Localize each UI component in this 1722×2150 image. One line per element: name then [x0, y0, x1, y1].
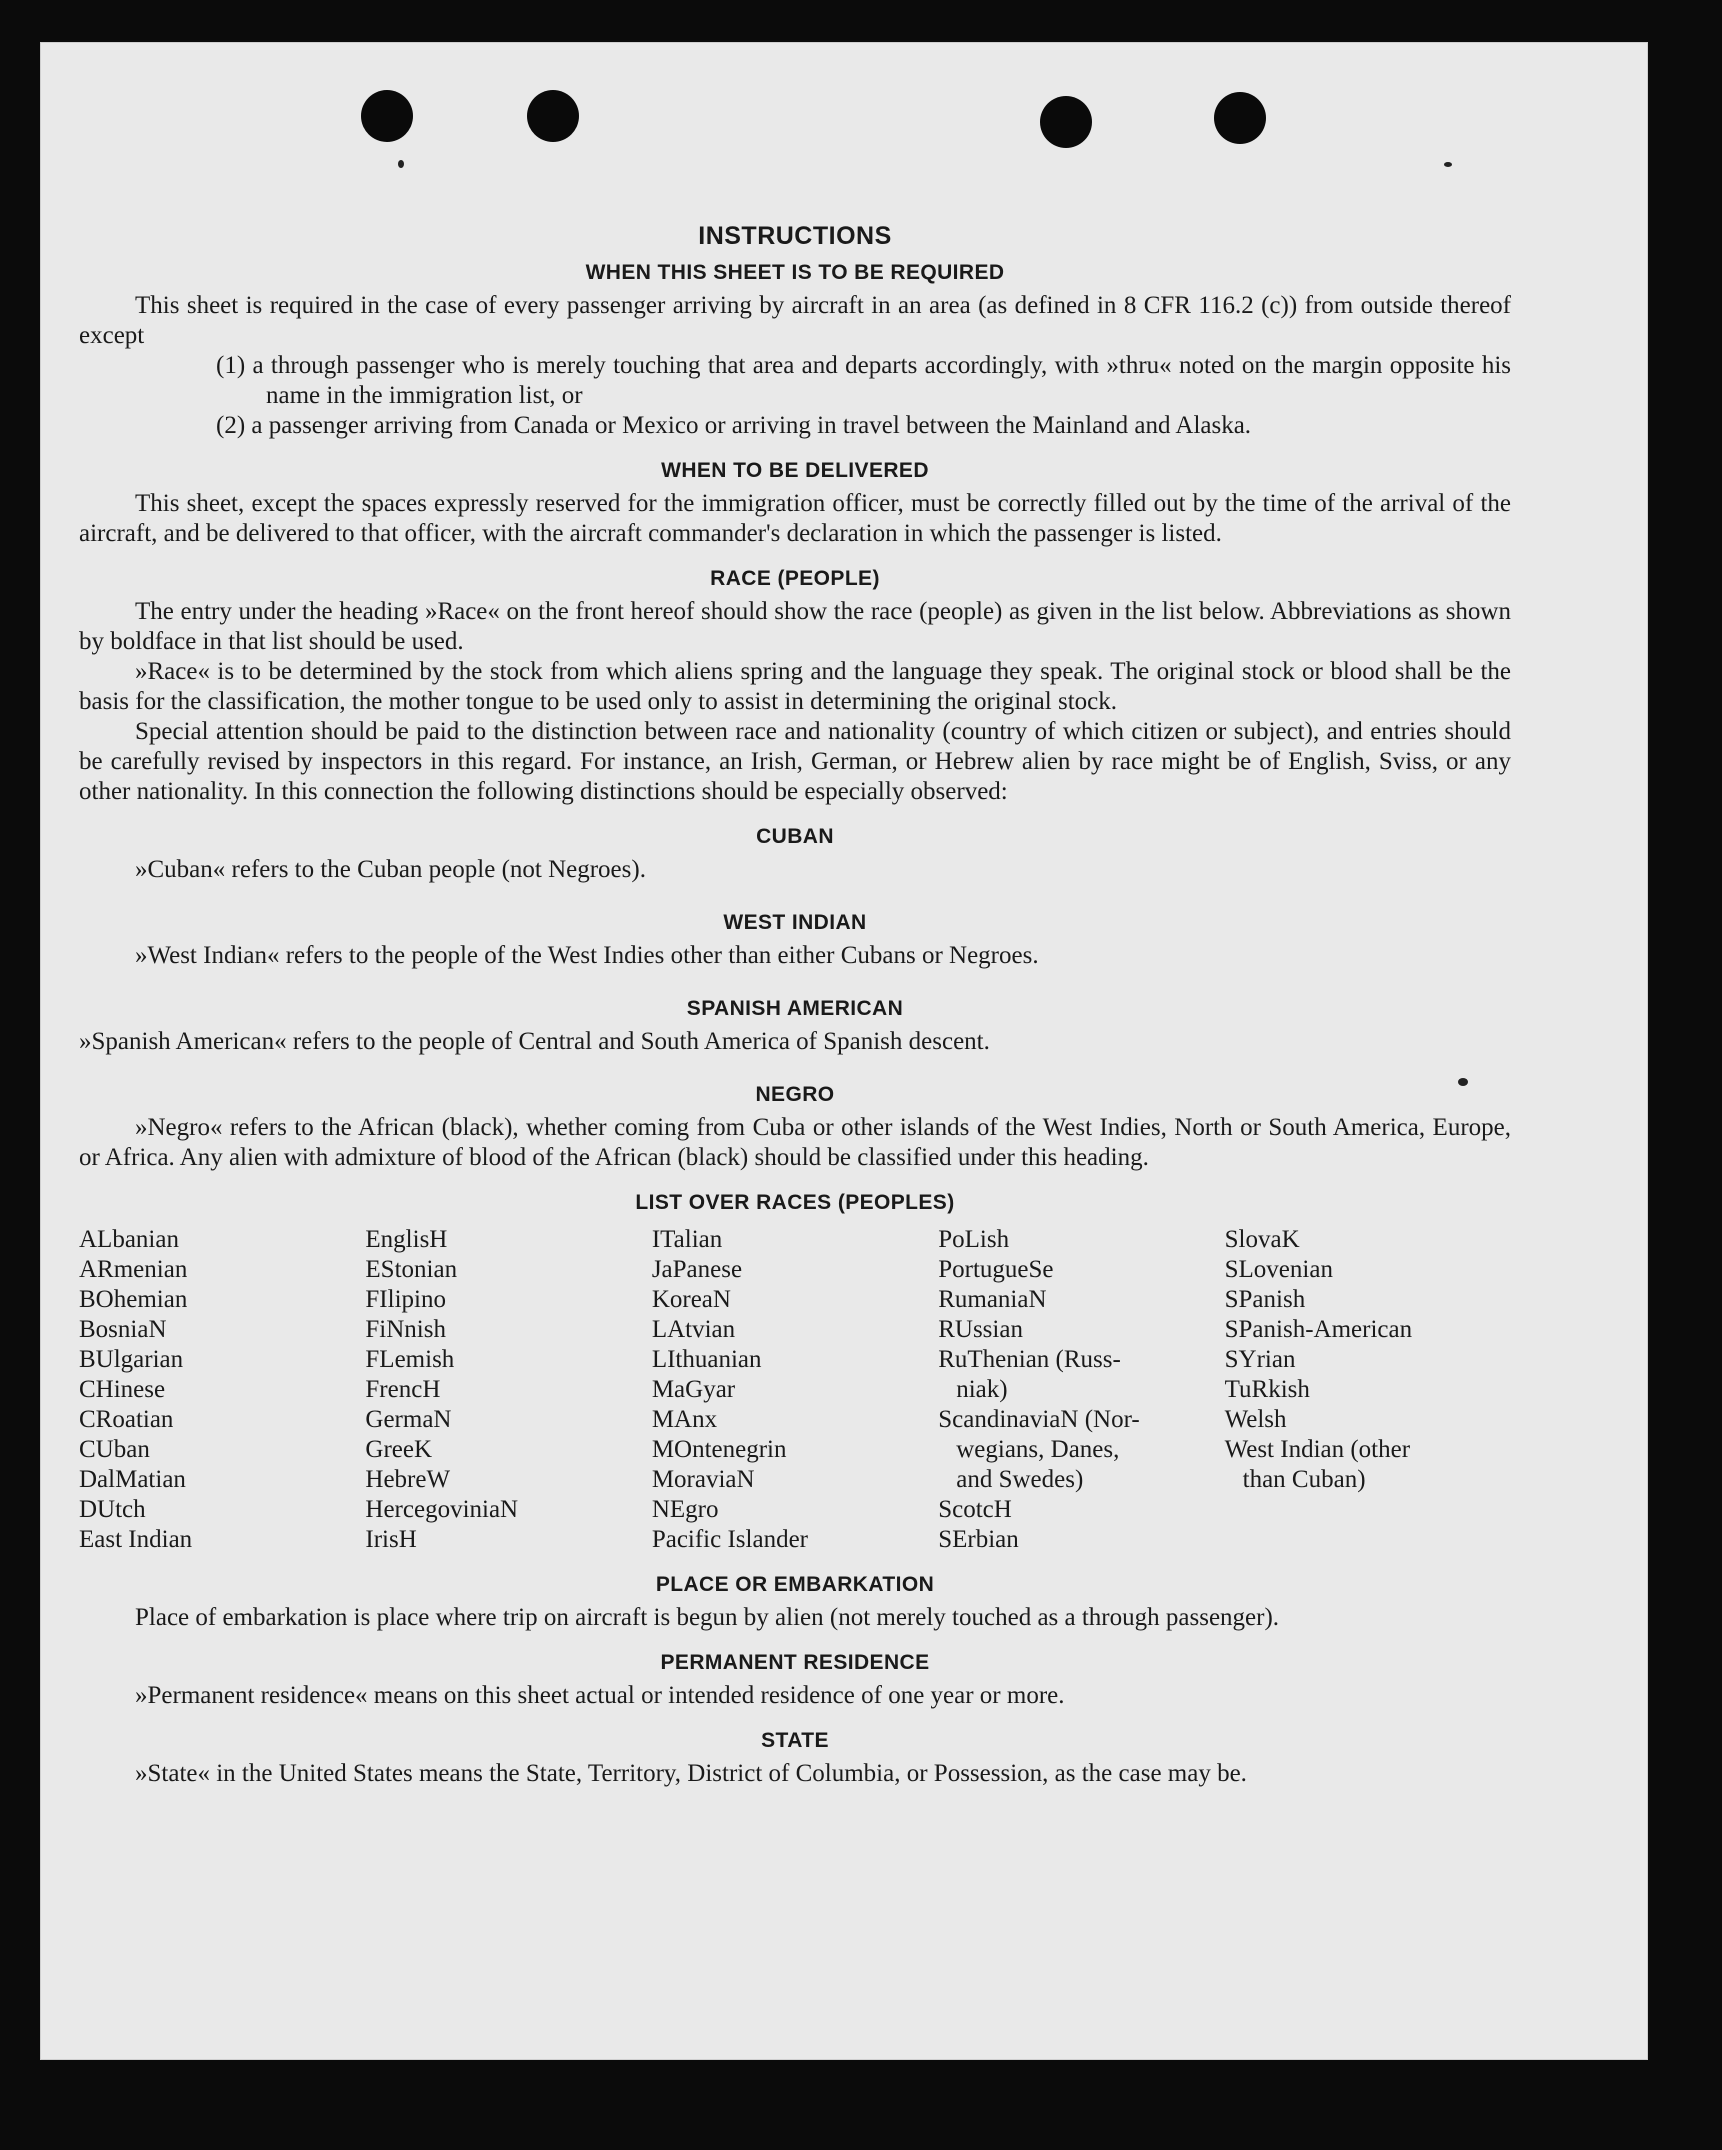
race-item: TuRkish: [1224, 1376, 1310, 1403]
race-item: CUban: [79, 1436, 150, 1463]
race-item: GreeK: [365, 1436, 433, 1463]
race-item: GermaN: [365, 1406, 452, 1433]
race-item: ARmenian: [79, 1256, 188, 1283]
race-item: RUssian: [938, 1316, 1023, 1343]
when-delivered-text: This sheet, except the spaces expressly reserved for the immigration officer, must be correctly filled out by the time of the arrival of the aircraft, and be delivered to that officer, with the aircraft commander's declaration in which the passenger is listed.: [79, 490, 1511, 547]
spanish-american-text: »Spanish American« refers to the people of Central and South America of Spanish descent.: [79, 1028, 990, 1055]
race-item: SErbian: [938, 1526, 1019, 1553]
section-heading-race: RACE (PEOPLE): [710, 567, 880, 590]
section-heading-embarkation: PLACE OR EMBARKATION: [655, 1573, 935, 1596]
race-item-continued: than Cuban): [1242, 1466, 1366, 1493]
race-item: MAnx: [651, 1406, 718, 1433]
race-item: SlovaK: [1224, 1226, 1300, 1253]
exception-item-2: (2) a passenger arriving from Canada or Mexico or arriving in travel between the Mainland and Alaska.: [216, 412, 1252, 439]
race-item: DalMatian: [79, 1466, 186, 1493]
race-list-column-3: [652, 1225, 938, 1555]
race-item: FIlipino: [365, 1286, 446, 1313]
state-text: »State« in the United States means the State, Territory, District of Columbia, or Possession, as the case may be.: [135, 1760, 1247, 1787]
race-item-continued: and Swedes): [956, 1466, 1084, 1493]
race-item: MaGyar: [651, 1376, 736, 1403]
west-indian-text: »West Indian« refers to the people of the West Indies other than either Cubans or Negroes.: [135, 942, 1039, 969]
race-list-column-5: [1225, 1225, 1511, 1555]
race-item: SLovenian: [1224, 1256, 1333, 1283]
race-item: PortugueSe: [938, 1256, 1054, 1283]
instructions-content: [79, 182, 1511, 1789]
race-item: BUlgarian: [79, 1346, 184, 1373]
race-item: KoreaN: [651, 1286, 731, 1313]
race-item: DUtch: [79, 1496, 146, 1523]
race-item: ScotcH: [938, 1496, 1012, 1523]
race-item: East Indian: [79, 1526, 193, 1553]
race-item: Pacific Islander: [651, 1526, 808, 1553]
race-item: ScandinaviaN (Nor-: [938, 1406, 1140, 1433]
dust-speck: [1444, 162, 1452, 167]
punch-hole: [1214, 92, 1266, 144]
when-required-text: This sheet is required in the case of every passenger arriving by aircraft in an area (as defined in 8 CFR 116.2 (c)) from outside thereof except: [79, 292, 1511, 349]
race-item-continued: wegians, Danes,: [956, 1436, 1120, 1463]
race-item: CHinese: [79, 1376, 166, 1403]
section-heading-race-list: LIST OVER RACES (PEOPLES): [635, 1191, 955, 1214]
race-item: RuThenian (Russ-: [938, 1346, 1121, 1373]
race-item: FrencH: [365, 1376, 441, 1403]
race-paragraph-3: Special attention should be paid to the distinction between race and nationality (country of which citizen or subject), and entries should be carefully revised by inspectors in this regard. For instance, an Irish, German, or Hebrew alien by race might be of English, Sviss, or any other nationality. In this connection the following distinctions should be especially observed:: [79, 718, 1511, 805]
race-item: SPanish-American: [1224, 1316, 1413, 1343]
race-list-column-2: [365, 1225, 651, 1555]
race-item: LAtvian: [651, 1316, 736, 1343]
race-item: EnglisH: [365, 1226, 448, 1253]
race-item: IrisH: [365, 1526, 417, 1553]
section-heading-negro: NEGRO: [755, 1083, 835, 1106]
race-item: BOhemian: [79, 1286, 188, 1313]
section-heading-spanish-american: SPANISH AMERICAN: [686, 997, 904, 1020]
race-item: RumaniaN: [938, 1286, 1047, 1313]
race-item: West Indian (other: [1224, 1436, 1411, 1463]
race-item: FLemish: [365, 1346, 455, 1373]
race-item: FiNnish: [365, 1316, 446, 1343]
race-item: MoraviaN: [651, 1466, 755, 1493]
race-list: [79, 1225, 1511, 1555]
race-item: BosniaN: [79, 1316, 167, 1343]
punch-hole: [527, 90, 579, 142]
race-item: SYrian: [1224, 1346, 1296, 1373]
document-sheet: [40, 42, 1648, 2060]
race-item: LIthuanian: [651, 1346, 762, 1373]
section-heading-cuban: CUBAN: [756, 825, 834, 848]
race-item: Welsh: [1224, 1406, 1287, 1433]
race-item: CRoatian: [79, 1406, 174, 1433]
race-item: EStonian: [365, 1256, 458, 1283]
race-item-continued: niak): [956, 1376, 1008, 1403]
punch-hole: [1040, 96, 1092, 148]
race-item: MOntenegrin: [651, 1436, 787, 1463]
race-item: HebreW: [365, 1466, 451, 1493]
section-heading-when-required: WHEN THIS SHEET IS TO BE REQUIRED: [585, 261, 1005, 284]
section-heading-residence: PERMANENT RESIDENCE: [660, 1651, 930, 1674]
race-item: HercegoviniaN: [365, 1496, 519, 1523]
race-item: PoLish: [938, 1226, 1010, 1253]
page-title: INSTRUCTIONS: [698, 222, 892, 250]
race-item: NEgro: [651, 1496, 719, 1523]
race-item: ALbanian: [79, 1226, 179, 1253]
section-heading-west-indian: WEST INDIAN: [723, 911, 867, 934]
race-paragraph-1: The entry under the heading »Race« on the front hereof should show the race (people) as given in the list below. Abbreviations as shown by boldface in that list should be used.: [79, 598, 1511, 655]
race-paragraph-2: »Race« is to be determined by the stock from which aliens spring and the language they speak. The original stock or blood shall be the basis for the classification, the mother tongue to be used only to assist in determining the original stock.: [79, 658, 1511, 715]
residence-text: »Permanent residence« means on this sheet actual or intended residence of one year or more.: [135, 1682, 1065, 1709]
race-item: SPanish: [1224, 1286, 1306, 1313]
dust-speck: [398, 160, 404, 168]
cuban-text: »Cuban« refers to the Cuban people (not Negroes).: [135, 856, 646, 883]
race-item: JaPanese: [651, 1256, 743, 1283]
race-list-column-4: [938, 1225, 1224, 1555]
punch-hole: [361, 90, 413, 142]
section-heading-when-delivered: WHEN TO BE DELIVERED: [661, 459, 929, 482]
exception-item-1: (1) a through passenger who is merely touching that area and departs accordingly, with »thru« noted on the margin opposite his name in the immigration list, or: [216, 352, 1511, 409]
embarkation-text: Place of embarkation is place where trip on aircraft is begun by alien (not merely touched as a through passenger).: [135, 1604, 1280, 1631]
negro-text: »Negro« refers to the African (black), whether coming from Cuba or other islands of the West Indies, North or South America, Europe, or Africa. Any alien with admixture of blood of the African (black) should be classified under this heading.: [79, 1114, 1511, 1171]
section-heading-state: STATE: [761, 1729, 829, 1752]
race-list-column-1: [79, 1225, 365, 1555]
race-item: ITalian: [651, 1226, 723, 1253]
